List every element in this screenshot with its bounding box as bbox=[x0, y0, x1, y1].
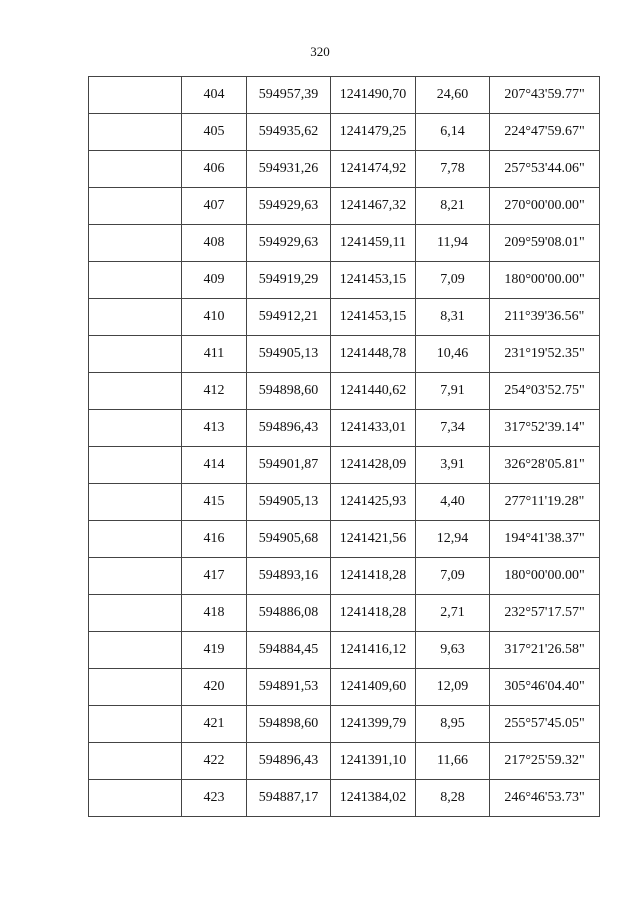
point-number-cell: 406 bbox=[182, 151, 247, 188]
direction-angle-cell: 277°11'19.28" bbox=[490, 484, 600, 521]
direction-angle-cell: 257°53'44.06" bbox=[490, 151, 600, 188]
blank-cell bbox=[89, 558, 182, 595]
segment-length-cell: 7,09 bbox=[416, 558, 490, 595]
direction-angle-cell: 246°46'53.73" bbox=[490, 780, 600, 817]
x-coordinate-cell: 594935,62 bbox=[247, 114, 331, 151]
blank-cell bbox=[89, 151, 182, 188]
blank-cell bbox=[89, 669, 182, 706]
segment-length-cell: 8,95 bbox=[416, 706, 490, 743]
y-coordinate-cell: 1241418,28 bbox=[331, 558, 416, 595]
direction-angle-cell: 317°52'39.14" bbox=[490, 410, 600, 447]
blank-cell bbox=[89, 632, 182, 669]
blank-cell bbox=[89, 225, 182, 262]
direction-angle-cell: 326°28'05.81" bbox=[490, 447, 600, 484]
blank-cell bbox=[89, 595, 182, 632]
point-number-cell: 413 bbox=[182, 410, 247, 447]
y-coordinate-cell: 1241467,32 bbox=[331, 188, 416, 225]
point-number-cell: 416 bbox=[182, 521, 247, 558]
point-number-cell: 412 bbox=[182, 373, 247, 410]
y-coordinate-cell: 1241448,78 bbox=[331, 336, 416, 373]
direction-angle-cell: 305°46'04.40" bbox=[490, 669, 600, 706]
point-number-cell: 421 bbox=[182, 706, 247, 743]
y-coordinate-cell: 1241416,12 bbox=[331, 632, 416, 669]
table-row bbox=[89, 114, 600, 151]
point-number-cell: 414 bbox=[182, 447, 247, 484]
table-row bbox=[89, 188, 600, 225]
x-coordinate-cell: 594919,29 bbox=[247, 262, 331, 299]
page-number: 320 bbox=[310, 44, 330, 59]
direction-angle-cell: 211°39'36.56" bbox=[490, 299, 600, 336]
table-row bbox=[89, 373, 600, 410]
table-row bbox=[89, 77, 600, 114]
table-row bbox=[89, 632, 600, 669]
coordinates-table-body bbox=[89, 77, 600, 817]
segment-length-cell: 12,94 bbox=[416, 521, 490, 558]
y-coordinate-cell: 1241440,62 bbox=[331, 373, 416, 410]
y-coordinate-cell: 1241418,28 bbox=[331, 595, 416, 632]
segment-length-cell: 7,78 bbox=[416, 151, 490, 188]
coordinates-table bbox=[88, 76, 600, 817]
point-number-cell: 409 bbox=[182, 262, 247, 299]
x-coordinate-cell: 594912,21 bbox=[247, 299, 331, 336]
table-row bbox=[89, 336, 600, 373]
x-coordinate-cell: 594898,60 bbox=[247, 706, 331, 743]
table-row bbox=[89, 521, 600, 558]
table-row bbox=[89, 262, 600, 299]
blank-cell bbox=[89, 336, 182, 373]
direction-angle-cell: 180°00'00.00" bbox=[490, 558, 600, 595]
blank-cell bbox=[89, 780, 182, 817]
x-coordinate-cell: 594891,53 bbox=[247, 669, 331, 706]
y-coordinate-cell: 1241453,15 bbox=[331, 299, 416, 336]
segment-length-cell: 6,14 bbox=[416, 114, 490, 151]
segment-length-cell: 8,21 bbox=[416, 188, 490, 225]
y-coordinate-cell: 1241391,10 bbox=[331, 743, 416, 780]
point-number-cell: 407 bbox=[182, 188, 247, 225]
table-row bbox=[89, 410, 600, 447]
x-coordinate-cell: 594886,08 bbox=[247, 595, 331, 632]
y-coordinate-cell: 1241479,25 bbox=[331, 114, 416, 151]
x-coordinate-cell: 594929,63 bbox=[247, 225, 331, 262]
segment-length-cell: 7,91 bbox=[416, 373, 490, 410]
blank-cell bbox=[89, 188, 182, 225]
segment-length-cell: 24,60 bbox=[416, 77, 490, 114]
x-coordinate-cell: 594929,63 bbox=[247, 188, 331, 225]
table-row bbox=[89, 595, 600, 632]
blank-cell bbox=[89, 77, 182, 114]
direction-angle-cell: 217°25'59.32" bbox=[490, 743, 600, 780]
table-row bbox=[89, 447, 600, 484]
segment-length-cell: 11,66 bbox=[416, 743, 490, 780]
direction-angle-cell: 207°43'59.77" bbox=[490, 77, 600, 114]
point-number-cell: 417 bbox=[182, 558, 247, 595]
segment-length-cell: 12,09 bbox=[416, 669, 490, 706]
x-coordinate-cell: 594931,26 bbox=[247, 151, 331, 188]
table-row bbox=[89, 669, 600, 706]
direction-angle-cell: 317°21'26.58" bbox=[490, 632, 600, 669]
x-coordinate-cell: 594884,45 bbox=[247, 632, 331, 669]
y-coordinate-cell: 1241459,11 bbox=[331, 225, 416, 262]
blank-cell bbox=[89, 484, 182, 521]
x-coordinate-cell: 594905,68 bbox=[247, 521, 331, 558]
point-number-cell: 419 bbox=[182, 632, 247, 669]
y-coordinate-cell: 1241425,93 bbox=[331, 484, 416, 521]
x-coordinate-cell: 594901,87 bbox=[247, 447, 331, 484]
blank-cell bbox=[89, 521, 182, 558]
direction-angle-cell: 180°00'00.00" bbox=[490, 262, 600, 299]
segment-length-cell: 9,63 bbox=[416, 632, 490, 669]
blank-cell bbox=[89, 262, 182, 299]
direction-angle-cell: 255°57'45.05" bbox=[490, 706, 600, 743]
segment-length-cell: 8,31 bbox=[416, 299, 490, 336]
point-number-cell: 418 bbox=[182, 595, 247, 632]
blank-cell bbox=[89, 299, 182, 336]
blank-cell bbox=[89, 743, 182, 780]
x-coordinate-cell: 594957,39 bbox=[247, 77, 331, 114]
direction-angle-cell: 254°03'52.75" bbox=[490, 373, 600, 410]
table-row bbox=[89, 225, 600, 262]
point-number-cell: 420 bbox=[182, 669, 247, 706]
point-number-cell: 422 bbox=[182, 743, 247, 780]
blank-cell bbox=[89, 410, 182, 447]
direction-angle-cell: 209°59'08.01" bbox=[490, 225, 600, 262]
y-coordinate-cell: 1241428,09 bbox=[331, 447, 416, 484]
blank-cell bbox=[89, 114, 182, 151]
direction-angle-cell: 270°00'00.00" bbox=[490, 188, 600, 225]
direction-angle-cell: 224°47'59.67" bbox=[490, 114, 600, 151]
segment-length-cell: 4,40 bbox=[416, 484, 490, 521]
x-coordinate-cell: 594896,43 bbox=[247, 743, 331, 780]
segment-length-cell: 11,94 bbox=[416, 225, 490, 262]
y-coordinate-cell: 1241453,15 bbox=[331, 262, 416, 299]
x-coordinate-cell: 594896,43 bbox=[247, 410, 331, 447]
blank-cell bbox=[89, 447, 182, 484]
y-coordinate-cell: 1241421,56 bbox=[331, 521, 416, 558]
segment-length-cell: 2,71 bbox=[416, 595, 490, 632]
x-coordinate-cell: 594893,16 bbox=[247, 558, 331, 595]
point-number-cell: 410 bbox=[182, 299, 247, 336]
blank-cell bbox=[89, 373, 182, 410]
segment-length-cell: 8,28 bbox=[416, 780, 490, 817]
point-number-cell: 408 bbox=[182, 225, 247, 262]
point-number-cell: 423 bbox=[182, 780, 247, 817]
table-row bbox=[89, 558, 600, 595]
y-coordinate-cell: 1241474,92 bbox=[331, 151, 416, 188]
direction-angle-cell: 194°41'38.37" bbox=[490, 521, 600, 558]
x-coordinate-cell: 594905,13 bbox=[247, 484, 331, 521]
y-coordinate-cell: 1241433,01 bbox=[331, 410, 416, 447]
x-coordinate-cell: 594905,13 bbox=[247, 336, 331, 373]
table-row bbox=[89, 780, 600, 817]
x-coordinate-cell: 594887,17 bbox=[247, 780, 331, 817]
direction-angle-cell: 231°19'52.35" bbox=[490, 336, 600, 373]
x-coordinate-cell: 594898,60 bbox=[247, 373, 331, 410]
segment-length-cell: 10,46 bbox=[416, 336, 490, 373]
point-number-cell: 405 bbox=[182, 114, 247, 151]
y-coordinate-cell: 1241384,02 bbox=[331, 780, 416, 817]
point-number-cell: 404 bbox=[182, 77, 247, 114]
y-coordinate-cell: 1241490,70 bbox=[331, 77, 416, 114]
table-row bbox=[89, 151, 600, 188]
table-row bbox=[89, 299, 600, 336]
y-coordinate-cell: 1241399,79 bbox=[331, 706, 416, 743]
table-row bbox=[89, 484, 600, 521]
segment-length-cell: 7,34 bbox=[416, 410, 490, 447]
table-row bbox=[89, 743, 600, 780]
direction-angle-cell: 232°57'17.57" bbox=[490, 595, 600, 632]
point-number-cell: 411 bbox=[182, 336, 247, 373]
table-row bbox=[89, 706, 600, 743]
y-coordinate-cell: 1241409,60 bbox=[331, 669, 416, 706]
segment-length-cell: 3,91 bbox=[416, 447, 490, 484]
segment-length-cell: 7,09 bbox=[416, 262, 490, 299]
blank-cell bbox=[89, 706, 182, 743]
point-number-cell: 415 bbox=[182, 484, 247, 521]
